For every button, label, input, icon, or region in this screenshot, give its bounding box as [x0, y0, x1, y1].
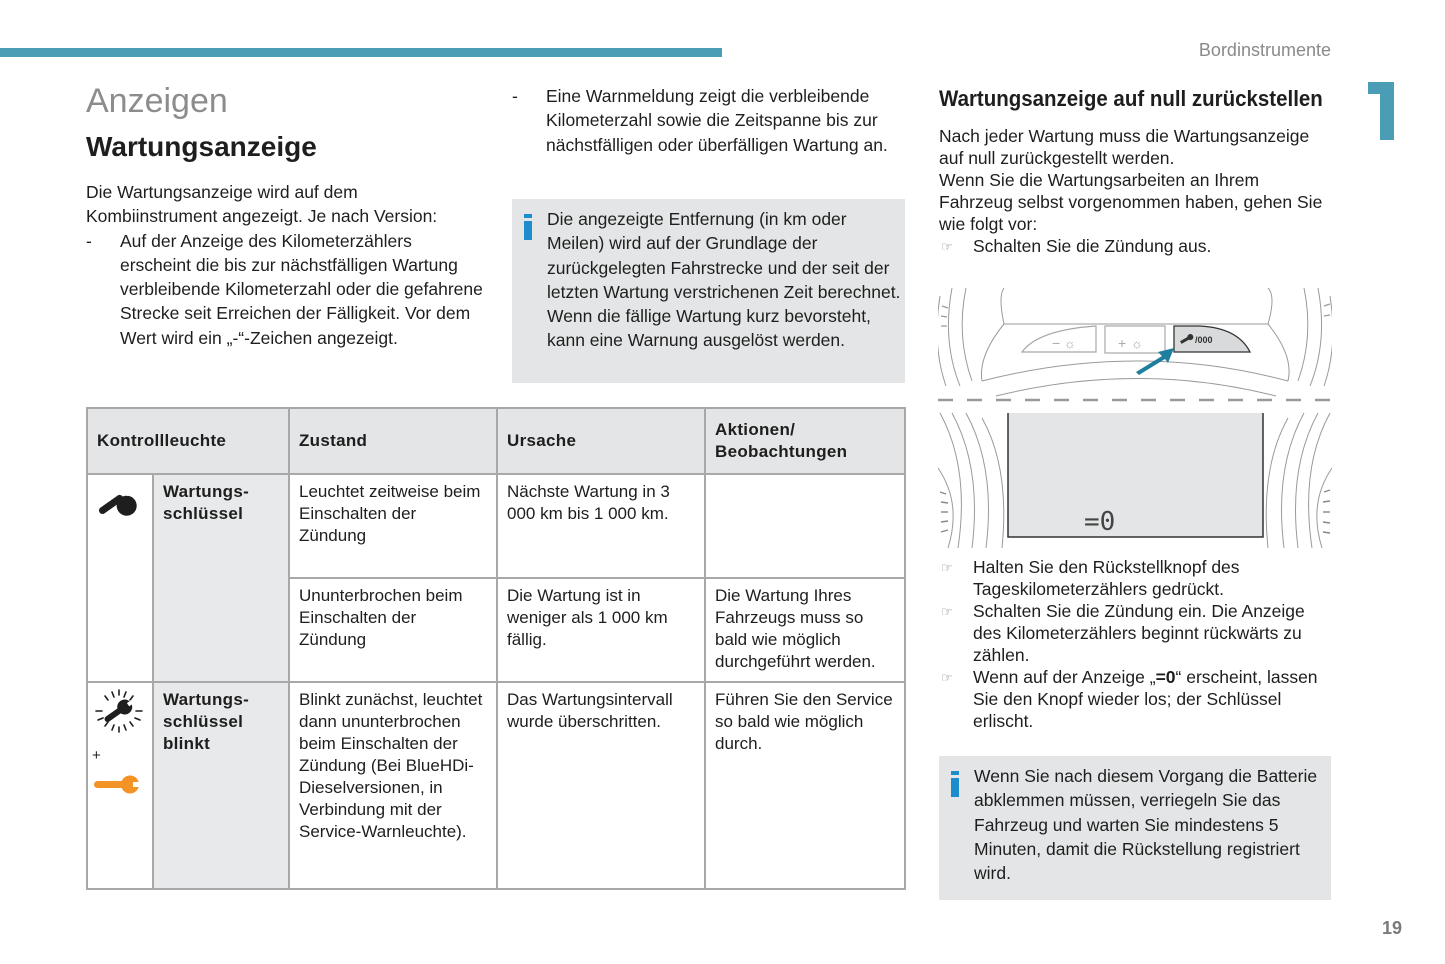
info-box [512, 199, 905, 383]
info-paragraph: Die angezeigte Entfernung (in km oder Meilen) wird auf der Grundlage der zurückgelegten Fahrstrecke und der seit der letzten Wartung verstrichenen Zeit berechnet. [547, 209, 901, 302]
dashboard-buttons-illustration [938, 286, 1332, 406]
reset-section-title: Wartungsanzeige auf null zurückstellen [939, 86, 1323, 111]
display-value: =0 [1084, 507, 1116, 537]
table-header-row [87, 408, 905, 474]
info-box-text [547, 207, 902, 353]
step-text [973, 667, 1318, 731]
info-icon [524, 214, 532, 240]
wrench-icon [92, 481, 140, 521]
intro-section [86, 180, 486, 350]
header-accent-bar [0, 48, 722, 57]
warning-light-table [86, 407, 906, 890]
table-row [87, 474, 905, 578]
odometer-display-illustration [938, 408, 1332, 550]
cell-ursache: Nächste Wartung in 3 000 km bis 1 000 km. [497, 474, 705, 578]
pointing-hand-icon: ☞ [941, 670, 953, 685]
info-paragraph: Wenn die fällige Wartung kurz bevorsteht, kann eine Warnung ausgelöst werden. [547, 306, 871, 351]
cell-ursache: Die Wartung ist in weniger als 1 000 km fällig. [497, 578, 705, 682]
column-header-ursache: Ursache [497, 408, 705, 474]
cell-zustand: Ununterbrochen beim Einschalten der Zündung [289, 578, 497, 682]
step-item [939, 235, 1334, 257]
section-label: Bordinstrumente [1198, 40, 1331, 60]
warning-light-name: Wartungs-schlüssel [153, 474, 289, 682]
step-item [939, 600, 1334, 666]
reset-button-label: /000 [1195, 335, 1213, 345]
category-title: Anzeigen [86, 82, 228, 120]
list-item [512, 84, 941, 157]
info-icon [951, 771, 959, 797]
warning-light-name: Wartungs-schlüssel blinkt [153, 682, 289, 889]
column-header-kontrollleuchte: Kontrollleuchte [87, 408, 289, 474]
svg-text:☼: ☼ [1064, 336, 1076, 351]
orange-wrench-icon [92, 773, 142, 795]
dash-bullet: - [86, 230, 92, 251]
step-text-bold: =0 [1155, 667, 1176, 687]
icon-cell [87, 682, 153, 889]
list-item [86, 229, 486, 350]
cell-aktionen: Die Wartung Ihres Fahrzeugs muss so bald wie möglich durchgeführt werden. [705, 578, 905, 682]
svg-text:☼: ☼ [1131, 336, 1143, 351]
step-text-part: “ erscheint, lassen Sie den Knopf wieder los; der Schlüssel erlischt. [973, 667, 1318, 731]
list-item-text: Eine Warnmeldung zeigt die verbleibende Kilometerzahl sowie die Zeitspanne bis zur nächstfälligen oder überfälligen Wartung an. [546, 86, 888, 155]
reset-intro [939, 125, 1334, 257]
chapter-number-tab [1368, 82, 1394, 140]
cell-ursache: Das Wartungsintervall wurde überschritten. [497, 682, 705, 889]
dash-bullet: - [512, 86, 518, 106]
plus-sign: + [92, 747, 101, 764]
info-box [939, 756, 1331, 900]
cell-aktionen [705, 474, 905, 578]
pointing-hand-icon: ☞ [941, 239, 953, 254]
list-item-text: Auf der Anzeige des Kilometerzählers erscheint die bis zur nächstfälligen Wartung verbleibende Kilometerzahl oder die gefahrene Strecke seit Erreichen der Fälligkeit. Vor dem Wert wird ein „-“-Zeichen angezeigt. [120, 230, 483, 348]
table-row [87, 682, 905, 889]
step-text: Halten Sie den Rückstellknopf des Tageskilometerzählers gedrückt. [973, 557, 1240, 599]
info-box-text: Wenn Sie nach diesem Vorgang die Batterie abklemmen müssen, verriegeln Sie das Fahrzeug und warten Sie mindestens 5 Minuten, damit die Rückstellung registriert wird. [974, 766, 1318, 884]
page-number: 19 [1382, 918, 1403, 938]
icon-cell [87, 474, 153, 682]
step-text: Schalten Sie die Zündung ein. Die Anzeige des Kilometerzählers beginnt rückwärts zu zählen. [973, 601, 1305, 665]
step-text: Schalten Sie die Zündung aus. [973, 236, 1212, 256]
step-item [939, 666, 1334, 732]
intro-paragraph: Die Wartungsanzeige wird auf dem Kombiinstrument angezeigt. Je nach Version: [86, 182, 438, 227]
cell-aktionen: Führen Sie den Service so bald wie möglich durch. [705, 682, 905, 889]
pointing-hand-icon: ☞ [941, 560, 953, 575]
cell-zustand: Leuchtet zeitweise beim Einschalten der Zündung [289, 474, 497, 578]
pointing-hand-icon: ☞ [941, 604, 953, 619]
intro-line: Wenn Sie die Wartungsarbeiten an Ihrem Fahrzeug selbst vorgenommen haben, gehen Sie wie folgt vor: [939, 170, 1323, 234]
page-title: Wartungsanzeige [86, 131, 317, 162]
step-text-part: Wenn auf der Anzeige „ [973, 667, 1156, 687]
column-header-aktionen: Aktionen/ Beobachtungen [705, 408, 905, 474]
cell-zustand: Blinkt zunächst, leuchtet dann ununterbrochen beim Einschalten der Zündung (Bei BlueHDi-Dieselversionen, in Verbindung mit der Service-Warnleuchte). [289, 682, 497, 889]
flashing-wrench-icon [92, 689, 146, 737]
intro-line: Nach jeder Wartung muss die Wartungsanzeige auf null zurückgestellt werden. [939, 126, 1310, 168]
reset-steps [939, 556, 1334, 732]
brightness-minus-label: − [1052, 335, 1061, 351]
brightness-plus-label: + [1118, 335, 1127, 351]
step-item [939, 556, 1334, 600]
column-header-zustand: Zustand [289, 408, 497, 474]
